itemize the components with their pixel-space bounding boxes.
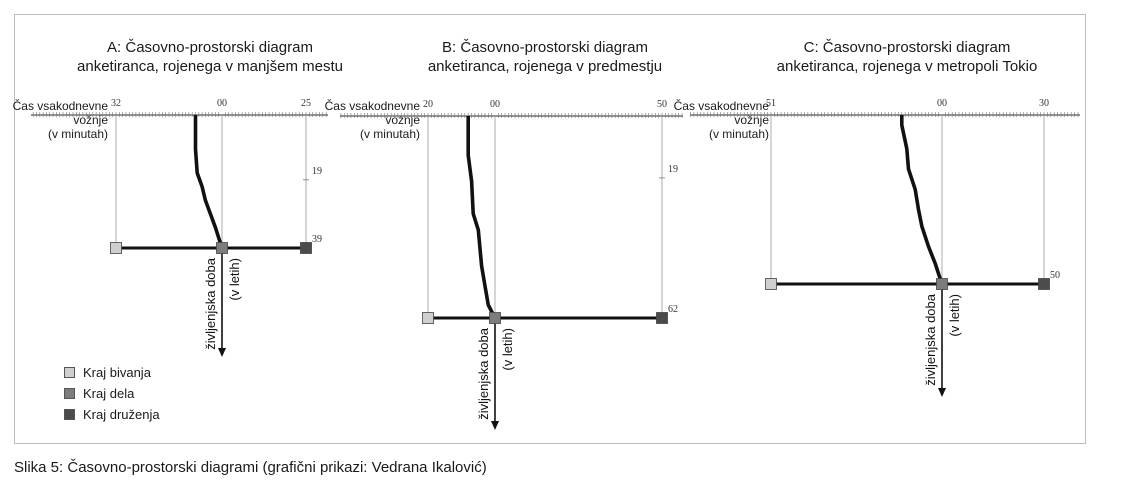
- panel-a-title-line2: anketiranca, rojenega v manjšem mestu: [77, 58, 343, 75]
- panel-c-title-line1: C: Časovno-prostorski diagram: [803, 39, 1011, 56]
- panel-b-tick-label-zero: 00: [490, 99, 500, 110]
- axis-caption-line1: Čas vsakodnevne: [12, 99, 108, 113]
- panel-a-tick-label-zero: 00: [217, 98, 227, 109]
- panel-a-age-axis-label-line1: življenjska doba: [203, 258, 218, 350]
- panel-a-age-label: 39: [312, 234, 322, 245]
- axis-caption-line2: vožnje: [385, 113, 420, 127]
- legend-swatch-kraj-druzenja: [64, 409, 75, 420]
- panel-a-tick-label-right: 25: [301, 98, 311, 109]
- panel-a-age-label: 19: [312, 165, 322, 177]
- panel-b-marker-kraj-dela: [490, 313, 501, 324]
- axis-caption-line1: Čas vsakodnevne: [324, 99, 420, 113]
- panel-c-age-axis-arrowhead: [938, 388, 946, 397]
- panel-b-marker-kraj-bivanja: [423, 313, 434, 324]
- panel-b-title-line1: B: Časovno-prostorski diagram: [442, 39, 648, 56]
- panel-a-trajectory: [196, 115, 223, 248]
- panel-c-tick-label-zero: 00: [937, 98, 947, 109]
- panel-a-tick-label-left: 32: [111, 98, 121, 109]
- axis-caption-line2: vožnje: [734, 113, 769, 127]
- axis-caption-line3: (v minutah): [47, 127, 108, 141]
- panel-b-age-axis-arrowhead: [491, 421, 499, 430]
- panel-c-marker-kraj-druzenja: [1039, 279, 1050, 290]
- panel-c-tick-label-right: 30: [1039, 98, 1049, 109]
- panel-c-age-label: 50: [1050, 270, 1060, 281]
- panel-c-marker-kraj-bivanja: [766, 279, 777, 290]
- panel-b-age-label: 62: [668, 304, 678, 315]
- panel-a-marker-kraj-dela: [217, 243, 228, 254]
- legend-swatch-kraj-dela: [64, 388, 75, 399]
- panel-c-trajectory: [902, 115, 942, 284]
- axis-caption-line3: (v minutah): [359, 127, 420, 141]
- panel-a-age-axis-label-line2: (v letih): [227, 258, 242, 301]
- panel-c-tick-label-left: 51: [766, 98, 776, 109]
- legend-item-kraj-bivanja: [64, 364, 151, 380]
- panel-b-age-label: 19: [668, 163, 678, 175]
- panel-b-age-axis-label-line2: (v letih): [500, 328, 515, 371]
- panel-c-marker-kraj-dela: [937, 279, 948, 290]
- panel-b-trajectory: [468, 116, 495, 318]
- panel-b-tick-label-left: 20: [423, 99, 433, 110]
- panel-a-marker-kraj-bivanja: [111, 243, 122, 254]
- panel-c-age-axis-label-line2: (v letih): [947, 294, 962, 337]
- panel-a-marker-kraj-druzenja: [301, 243, 312, 254]
- panel-b-tick-label-right: 50: [657, 99, 667, 110]
- axis-caption-line1: Čas vsakodnevne: [673, 99, 769, 113]
- legend-swatch-kraj-bivanja: [64, 367, 75, 378]
- legend-item-kraj-dela: [64, 385, 134, 401]
- panel-a-title-line1: A: Časovno-prostorski diagram: [107, 39, 313, 56]
- panel-b-age-axis-label-line1: življenjska doba: [476, 328, 491, 420]
- figure-caption: [14, 459, 487, 476]
- axis-caption-line3: (v minutah): [708, 127, 769, 141]
- panel-b-title-line2: anketiranca, rojenega v predmestju: [427, 58, 663, 75]
- axis-caption-line2: vožnje: [73, 113, 108, 127]
- panel-c-age-axis-label-line1: življenjska doba: [923, 294, 938, 386]
- legend-label: Kraj dela: [83, 385, 135, 401]
- legend-label: Kraj druženja: [83, 406, 160, 422]
- panel-b-marker-kraj-druzenja: [657, 313, 668, 324]
- panel-a-age-axis-arrowhead: [218, 348, 226, 357]
- caption-lead: Slika 5:: [14, 459, 64, 476]
- caption-text: Časovno-prostorski diagrami (grafični prikazi: Vedrana Ikalović): [63, 459, 487, 476]
- legend-item-kraj-druzenja: [64, 406, 160, 422]
- legend-label: Kraj bivanja: [83, 364, 151, 380]
- panel-c-title-line2: anketiranca, rojenega v metropoli Tokio: [776, 58, 1038, 75]
